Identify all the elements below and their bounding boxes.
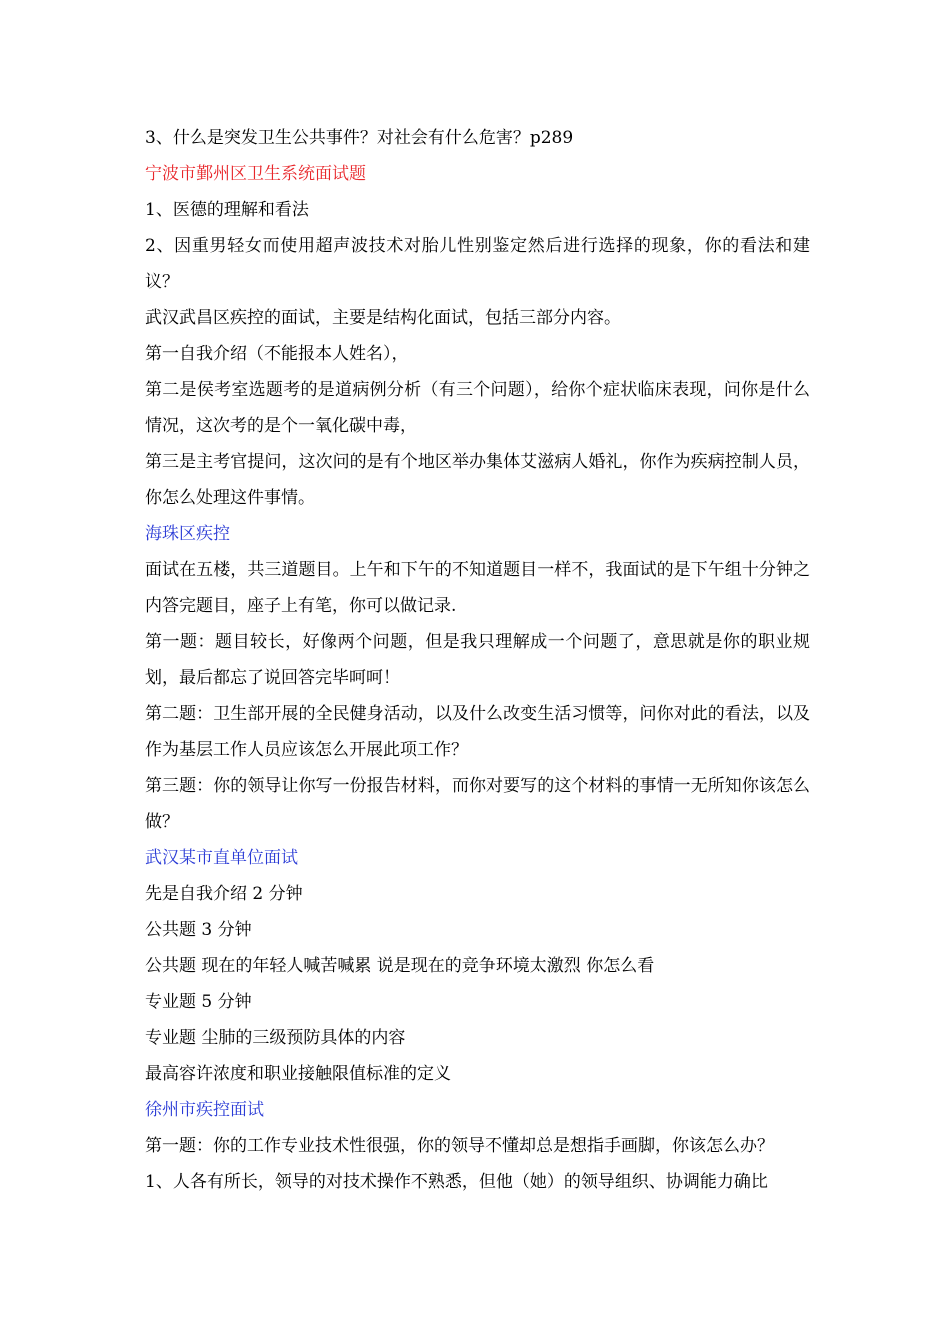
wuhan-public-question-time: 公共题 3 分钟 [145, 920, 252, 940]
haizhu-question-3: 第三题：你的领导让你写一份报告材料，而你对要写的这个材料的事情一无所知你该怎么做？ [145, 776, 810, 832]
haizhu-question-2: 第二题：卫生部开展的全民健身活动，以及什么改变生活习惯等，问你对此的看法，以及作为基层工作人员应该怎么开展此项工作？ [145, 704, 810, 760]
wuhan-professional-question-time: 专业题 5 分钟 [145, 992, 252, 1012]
wuhan-professional-question: 专业题 尘肺的三级预防具体的内容 [145, 1028, 406, 1048]
xuzhou-answer-1: 1、人各有所长，领导的对技术操作不熟悉，但他（她）的领导组织、协调能力确比 [145, 1172, 768, 1192]
xuzhou-question-1: 第一题：你的工作专业技术性很强，你的领导不懂却总是想指手画脚，你该怎么办？ [145, 1136, 774, 1156]
ningbo-question-1: 1、医德的理解和看法 [145, 200, 309, 220]
wuhan-public-question: 公共题 现在的年轻人喊苦喊累 说是现在的竞争环境太激烈 你怎么看 [145, 956, 655, 976]
section-heading-ningbo: 宁波市鄞州区卫生系统面试题 [145, 164, 366, 184]
section-heading-xuzhou: 徐州市疾控面试 [145, 1100, 264, 1120]
wuhan-professional-question-2: 最高容许浓度和职业接触限值标准的定义 [145, 1064, 451, 1084]
haizhu-question-1: 第一题：题目较长，好像两个问题，但是我只理解成一个问题了，意思就是你的职业规划，最后都忘了说回答完毕呵呵！ [145, 632, 810, 688]
wuhan-self-intro: 先是自我介绍 2 分钟 [145, 884, 303, 904]
document-page [145, 120, 810, 1200]
haizhu-intro: 面试在五楼，共三道题目。上午和下午的不知道题目一样不，我面试的是下午组十分钟之内答完题目，座子上有笔，你可以做记录. [145, 560, 810, 616]
wuchang-part-2: 第二是侯考室选题考的是道病例分析（有三个问题），给你个症状临床表现，问你是什么情况，这次考的是个一氧化碳中毒， [145, 380, 810, 436]
wuchang-part-3: 第三是主考官提问，这次问的是有个地区举办集体艾滋病人婚礼，你作为疾病控制人员，你怎么处理这件事情。 [145, 452, 810, 508]
section-heading-wuhan-municipal: 武汉某市直单位面试 [145, 848, 298, 868]
wuchang-part-1: 第一自我介绍（不能报本人姓名）， [145, 344, 409, 364]
section-heading-haizhu: 海珠区疾控 [145, 524, 230, 544]
wuchang-intro: 武汉武昌区疾控的面试，主要是结构化面试，包括三部分内容。 [145, 308, 621, 328]
ningbo-question-2: 2、因重男轻女而使用超声波技术对胎儿性别鉴定然后进行选择的现象，你的看法和建议？ [145, 236, 810, 292]
question-3: 3、什么是突发卫生公共事件？对社会有什么危害？p289 [145, 128, 574, 148]
